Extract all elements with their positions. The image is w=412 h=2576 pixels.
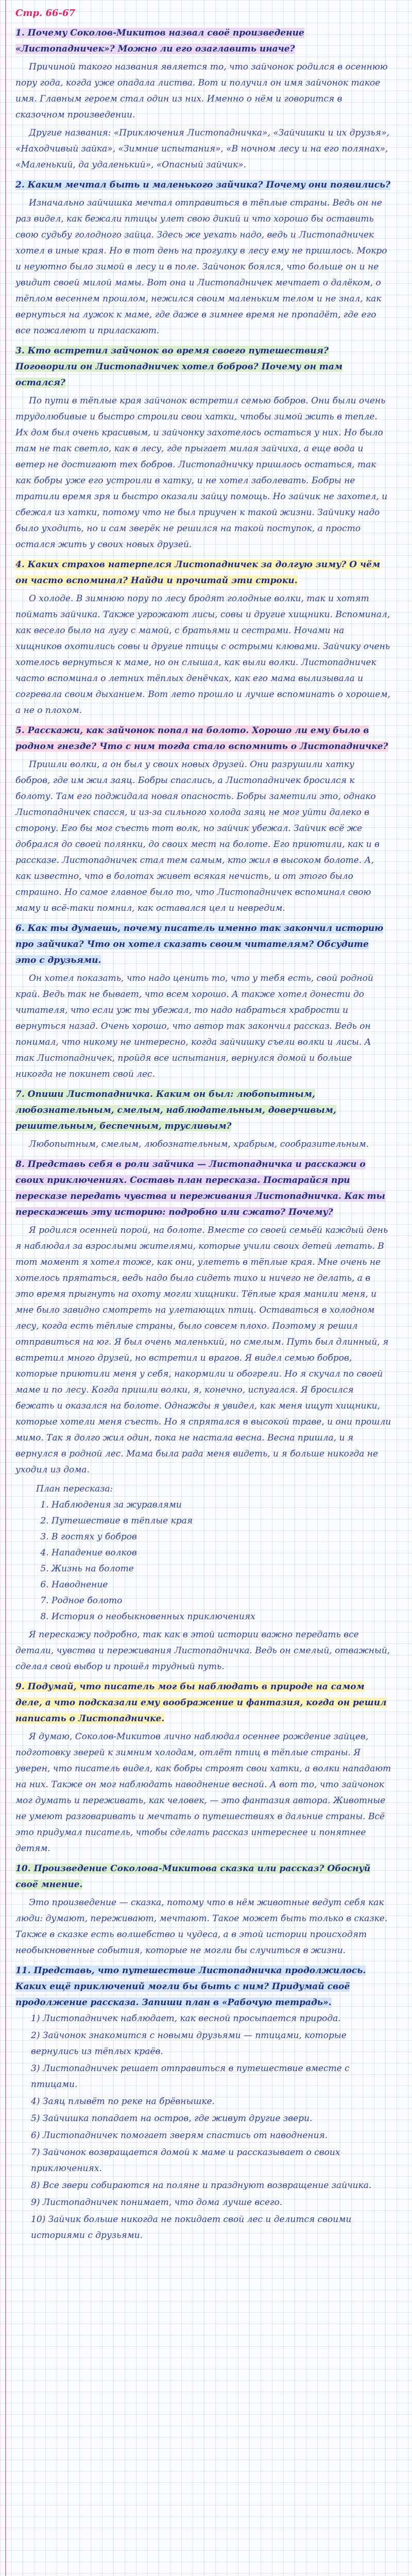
plan-item: 2. Путешествие в тёплые края (52, 1513, 391, 1529)
question-block (15, 25, 391, 173)
plan-item: 7. Родное болото (52, 1593, 391, 1609)
answer-paragraph: Любопытным, смелым, любознательным, храбрым, сообразительным. (29, 1139, 369, 1149)
page-reference: Стр. 66-67 (15, 8, 76, 19)
plan-title: План пересказа: (36, 1484, 113, 1494)
answer-paragraph: По пути в тёплые края зайчонок встретил семью бобров. Они были очень трудолюбивые и быстро строили свои хатки, чтобы зимой жить в тепле. Их дом был очень красивым, и зайчонку захотелось остаться у них. Но было там не так светло, как в лесу, где прыгает милая зайчиха, а еще вода и ветер не достигают тех бобров. Листопадничку пришлось остаться, так как бобры уже его устроили в хатку, и не хотел заболевать. Бобры не тратили время зря и быстро оказали зайцу помощь. Но зайчик не захотел, и сбежал из хатки, потому что не был приучен к такой жизни. Зайчику надо было уходить, но и сам зверёк не решился на такой поступок, а просто остался жить у своих новых друзей. (15, 396, 388, 550)
answer-list-item: 4) Заяц плывёт по реке на брёвнышке. (31, 2096, 215, 2107)
question-block (15, 1679, 391, 1857)
question-block (15, 921, 391, 1082)
answer-paragraph: Я родился осенней порой, на болоте. Вместе со своей семьёй каждый день я наблюдал за взрослыми жителями, которые учили своих детей летать. В тот момент я хотел тоже, как они, улететь в тёплые края. Мне очень не хотелось прятаться, ведь надо было сидеть тихо и ничего не делать, а в это время прыгнуть на охоту могли хищники. Тёплые края манили меня, и мне было завидно смотреть на улетающих птиц. Оставаться в холодном лесу, когда есть тёплые страны, было совсем плохо. Поэтому я решил отправиться на юг. Я был очень маленький, но смелым. Путь был длинный, я встретил много друзей, но встретил и врагов. Я видел семью бобров, которые приютили меня у себя, накормили и обогрели. Но я скучал по своей маме и по лесу. Когда пришли волки, я, конечно, испугался. Я бросился бежать и оказался на болоте. Однажды я увидел, как меня ищут хищники, которые хотели меня съесть. Но я спрятался в высокой траве, и они прошли мимо. Так я долго жил один, пока не настала весна. Весна пришла, и я вернулся в родной лес. Мама была рада меня видеть, и я больше никогда не уходил из дома. (15, 1225, 391, 1475)
question-block (15, 557, 391, 719)
answer-paragraph: Он хотел показать, что надо ценить то, что у тебя есть, свой родной край. Ведь так не бывает, что всем хорошо. А также хотел донести до читателя, что если уж ты убежал, то надо набраться храбрости и вернуться назад. Очень хорошо, что автор так закончил рассказ. Ведь он понимал, что никому не интересно, когда зайчишку съели волки и лисы. А так Листопадничек, пройдя все испытания, вернулся домой и больше никогда не покинет свой лес. (15, 973, 373, 1079)
answers-content (15, 25, 391, 2244)
question-text: 10. Произведение Соколова-Микитова сказка или рассказ? Обоснуй своё мнение. (15, 1863, 371, 1890)
question-block (15, 1157, 391, 1675)
question-text: 7. Опиши Листопадничка. Каким он был: любопытным, любознательным, смелым, наблюдательным, доверчивым, решительным, беспечным, трусливым? (15, 1089, 336, 1131)
answer-paragraph: Другие названия: «Приключения Листопадничка», «Зайчишки и их друзья», «Находчивый зайка», «Зимние испытания», «В ночном лесу и на его полянах», «Маленький, да удаленький», «Опасный зайчик». (15, 128, 389, 170)
question-block (15, 1861, 391, 1959)
answer-list (15, 2011, 391, 2244)
answer-paragraph: О холоде. В зимнюю пору по лесу бродят голодные волки, так и хотят поймать зайчика. Также угрожают лисы, совы и другие хищники. Вспоминал, как весело было на лугу с мамой, с братьями и сестрами. Ночами на хищников охотились совы и другие птицы с острыми клювами. Зайчику очень хотелось вернуться к маме, но он слышал, как выли волки. Листопадничек часто вспоминал о летних тёплых денёчках, как его мама вылизывала и согревала своим дыханием. Вот лето прошло и лучше вспоминать о хорошем, а не о плохом. (15, 594, 390, 716)
question-text: 6. Как ты думаешь, почему писатель именно так закончил историю про зайчика? Что он хотел сказать своим читателям? Обсудите это с друзьями. (15, 923, 384, 965)
question-text: 3. Кто встретил зайчонок во время своего путешествия? Поговорили он Листопадничек хотел бобров? Почему он там остался? (15, 346, 343, 388)
plan-list (15, 1497, 391, 1625)
answer-list-item: 8) Все звери собираются на поляне и празднуют возвращение зайчика. (31, 2180, 372, 2191)
question-text: 4. Каких страхов натерпелся Листопадничек за долгую зиму? О чём он часто вспоминал? Найди и прочитай эти строки. (15, 560, 381, 586)
answer-list-item: 3) Листопадничек решает отправиться в путешествие вместе с птицами. (31, 2063, 350, 2090)
question-text: 11. Представь, что путешествие Листопадничка продолжилось. Каких ещё приключений могли бы быть с ним? Придумай своё продолжение рассказа. Запиши план в «Рабочую тетрадь». (15, 1965, 366, 2008)
answer-paragraph: Я думаю, Соколов-Микитов лично наблюдал осеннее рождение зайцев, подготовку зверей к зимним холодам, отлёт птиц в тёплые страны. Я уверен, что писатель видел, как бобры строят свои хатки, а волки нападают на них. Также он мог наблюдать наводнение весной. А вот то, что зайчонок мог думать и переживать, как человек, — это фантазия автора. Животные не умеют разговаривать и мечтать о путешествиях в дальние страны. Всё это придумал писатель, чтобы сделать рассказ интереснее и понятнее детям. (15, 1732, 391, 1854)
answer-list-item: 1) Листопадничек наблюдает, как весной просыпается природа. (31, 2013, 341, 2024)
answer-paragraph: Это произведение — сказка, потому что в нём животные ведут себя как люди: думают, переживают, мечтают. Такое может быть только в сказке. Также в сказке есть волшебство и чудеса, а в этой истории происходят необыкновенные события, которые не могли бы случиться в жизни. (15, 1897, 388, 1956)
question-text: 5. Расскажи, как зайчонок попал на болото. Хорошо ли ему было в родном гнезде? Что с ним тогда стало вспомнить о Листопадничке? (15, 725, 388, 752)
answer-paragraph: Причиной такого названия является то, что зайчонок родился в осеннюю пору года, когда уже опадала листва. Вот и получил он имя зайчонок такое имя. Главным героем стал один из них. Именно о нём и говорится в сказочном произведении. (15, 62, 388, 120)
answer-paragraph: Пришли волки, а он был у своих новых друзей. Они разрушили хатку бобров, где им жил заяц. Бобры спаслись, а Листопадничек бросился к болоту. Там его поджидала новая опасность. Бобры заметили это, однако Листопадничек спасся, и из-за сильного холода заяц не мог уйти далеко в сторону. Его бы мог съесть тот волк, но зайчик убежал. Зайчик всё же добрался до своей полянки, до своих мест на болоте. Его приютили, как и в рассказе. Листопадничек стал тем самым, кто жил в высоком болоте. А, как известно, что в болотах живет всякая нечисть, и от этого было страшно. Но самое главное было то, что Листопадничек вспоминал свою маму и всё-таки помнил, как оставался цел и невредим. (15, 759, 380, 913)
question-text: 9. Подумай, что писатель мог бы наблюдать в природе на самом деле, а что подсказали ему воображение и фантазия, когда он решил написать о Листопадничке. (15, 1682, 387, 1724)
question-block (15, 723, 391, 917)
answer-list-item: 10) Зайчик больше никогда не покидает свой лес и делится своими историями с друзьями. (31, 2214, 352, 2241)
answer-list-item: 6) Листопадничек помогает зверям спастись от наводнения. (31, 2130, 328, 2141)
question-text: 2. Каким мечтал быть и маленького зайчика? Почему они появились? (15, 180, 391, 190)
plan-item: 8. История о необыкновенных приключениях (52, 1609, 391, 1625)
plan-item: 1. Наблюдения за журавлями (52, 1497, 391, 1513)
plan-item: 3. В гостях у бобров (52, 1529, 391, 1545)
plan-item: 4. Нападение волков (52, 1545, 391, 1561)
answer-list-item: 2) Зайчонок знакомится с новыми друзьями — птицами, которые вернулись из тёплых краёв. (31, 2030, 347, 2057)
question-block (15, 1963, 391, 2244)
plan-item: 5. Жизнь на болоте (52, 1561, 391, 1577)
question-block (15, 177, 391, 339)
margin-line (5, 0, 6, 2576)
answer-list-item: 5) Зайчишка попадает на остров, где живут другие звери. (31, 2113, 313, 2124)
question-text: 1. Почему Соколов-Микитов назвал своё произведение «Листопадничек»? Можно ли его озаглавить иначе? (15, 28, 304, 54)
plan-item: 6. Наводнение (52, 1577, 391, 1593)
question-block (15, 1087, 391, 1153)
answer-paragraph: Изначально зайчишка мечтал отправиться в тёплые страны. Ведь он не раз видел, как бежали птицы улет свою дикий и что хорошо бы оставить свою судьбу голодного зайца. Здесь же уехать надо, ведь и Листопадничек хотел в иные края. Но в тот день на прогулку в лесу ему не пришлось. Мокро и неуютно было зимой в лесу и в поле. Зайчонок боялся, что больше он и не увидит своей милой мамы. Вот она и Листопадничек мечтает о далёком, о тёплом весеннем прошлом, нежился своим маленьким телом и не знал, как вернуться на лужок к маме, где даже в зимнее время не пропадёт, где его все пожалеют и приласкают. (15, 198, 387, 336)
question-text: 8. Представь себя в роли зайчика — Листопадничка и расскажи о своих приключениях. Составь план пересказа. Постарайся при пересказе передать чувства и переживания Листопадничка. Как ты перескажешь эту историю: подробно или сжато? Почему? (15, 1159, 385, 1217)
question-block (15, 343, 391, 553)
answer-paragraph: Я перескажу подробно, так как в этой истории важно передать все детали, чувства и переживания Листопадничка. Ведь он смелый, отважный, сделал свой выбор и прошёл трудный путь. (15, 1630, 390, 1672)
answer-list-item: 7) Зайчонок возвращается домой к маме и рассказывает о своих приключениях. (31, 2147, 340, 2174)
answer-list-item: 9) Листопадничек понимает, что дома лучше всего. (31, 2197, 283, 2208)
